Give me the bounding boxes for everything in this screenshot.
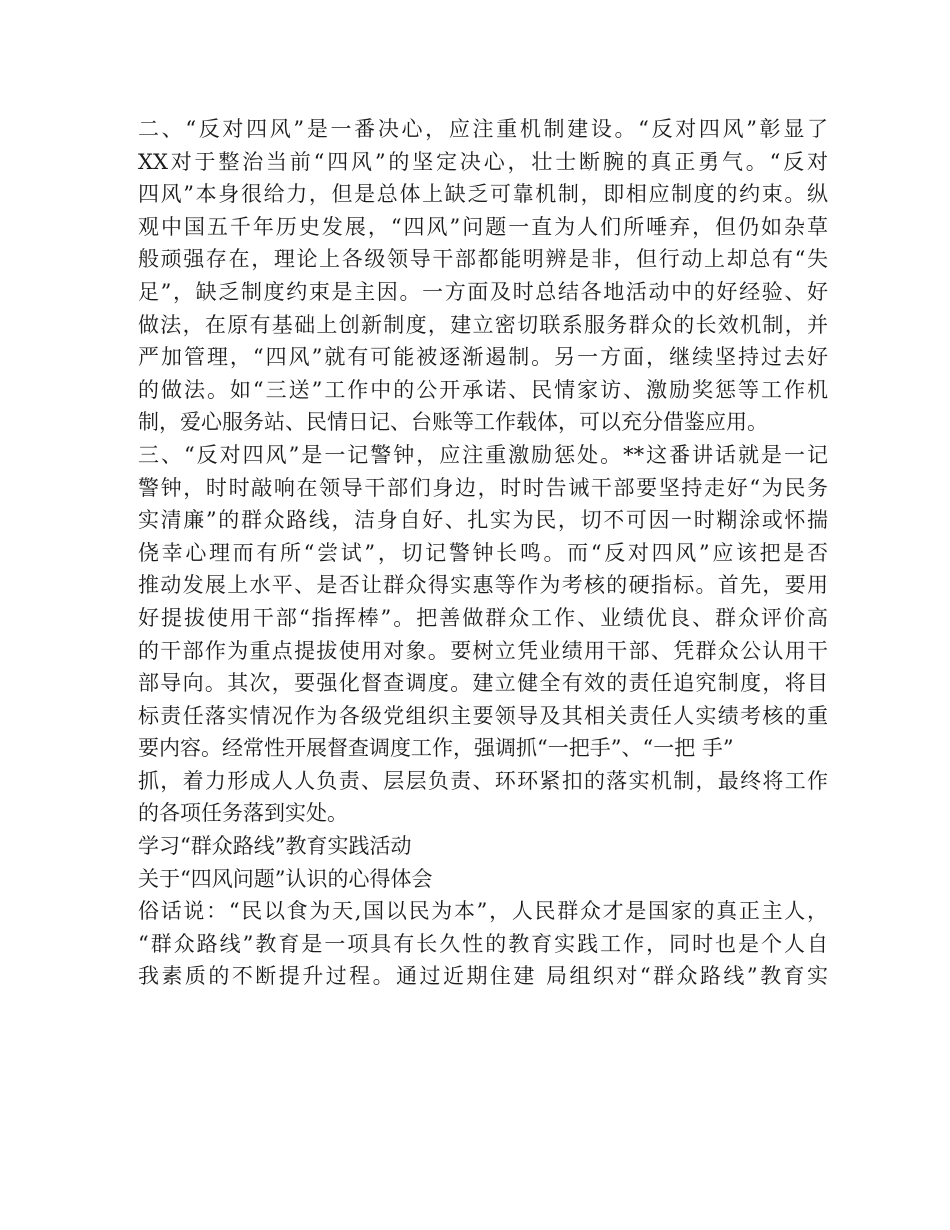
- text-line: 般顽强存在，理论上各级领导干部都能明辨是非，但行动上却总有“失: [138, 247, 828, 272]
- text-line: 的做法。如“三送”工作中的公开承诺、民情家访、激励奖惩等工作机: [138, 377, 828, 402]
- text-line: 推动发展上水平、是否让群众得实惠等作为考核的硬指标。首先，要用: [138, 573, 828, 598]
- text-line: 四风”本身很给力，但是总体上缺乏可靠机制，即相应制度的约束。纵: [138, 182, 828, 207]
- text-line: 足”，缺乏制度约束是主因。一方面及时总结各地活动中的好经验、好: [138, 279, 828, 304]
- text-line: 严加管理，“四风”就有可能被逐渐遏制。另一方面，继续坚持过去好: [138, 345, 828, 370]
- text-line: 部导向。其次，要强化督查调度。建立健全有效的责任追究制度，将目: [138, 671, 828, 696]
- document-body: [138, 113, 828, 993]
- text-line: XX对于整治当前“四风”的坚定决心，壮士断腕的真正勇气。“反对: [138, 149, 828, 174]
- text-line: 实清廉”的群众路线，洁身自好、扎实为民，切不可因一时糊涂或怀揣: [138, 508, 828, 533]
- text-line: 学习“群众路线”教育实践活动: [138, 834, 412, 859]
- text-line: 关于“四风问题”认识的心得体会: [138, 866, 433, 891]
- text-line: 做法，在原有基础上创新制度，建立密切联系服务群众的长效机制，并: [138, 312, 828, 337]
- text-line: 的各项任务落到实处。: [138, 801, 348, 826]
- text-line: 观中国五千年历史发展，“四风”问题一直为人们所唾弃，但仍如杂草: [138, 214, 828, 239]
- text-line: 我素质的不断提升过程。通过近期住建 局组织对“群众路线”教育实: [138, 964, 828, 989]
- text-line: 标责任落实情况作为各级党组织主要领导及其相关责任人实绩考核的重: [138, 703, 828, 728]
- text-line: 要内容。经常性开展督查调度工作，强调抓“一把手”、“一把 手”: [138, 736, 734, 761]
- text-line: 俗话说：“民以食为天,国以民为本”，人民群众才是国家的真正主人，: [138, 899, 828, 924]
- text-line: 二、“反对四风”是一番决心，应注重机制建设。“反对四风”彰显了: [138, 117, 828, 141]
- text-line: “群众路线”教育是一项具有长久性的教育实践工作，同时也是个人自: [138, 931, 828, 956]
- text-line: 警钟，时时敲响在领导干部们身边，时时告诫干部要坚持走好“为民务: [138, 475, 828, 500]
- text-line: 三、“反对四风”是一记警钟，应注重激励惩处。**这番讲话就是一记: [138, 442, 828, 467]
- text-line: 抓，着力形成人人负责、层层负责、环环紧扣的落实机制，最终将工作: [138, 768, 828, 793]
- text-line: 制，爱心服务站、民情日记、台账等工作载体，可以充分借鉴应用。: [138, 410, 768, 435]
- text-line: 的干部作为重点提拔使用对象。要树立凭业绩用干部、凭群众公认用干: [138, 638, 828, 663]
- text-line: 侥幸心理而有所“尝试”，切记警钟长鸣。而“反对四风”应该把是否: [138, 540, 828, 565]
- text-line: 好提拔使用干部“指挥棒”。把善做群众工作、业绩优良、群众评价高: [138, 605, 828, 630]
